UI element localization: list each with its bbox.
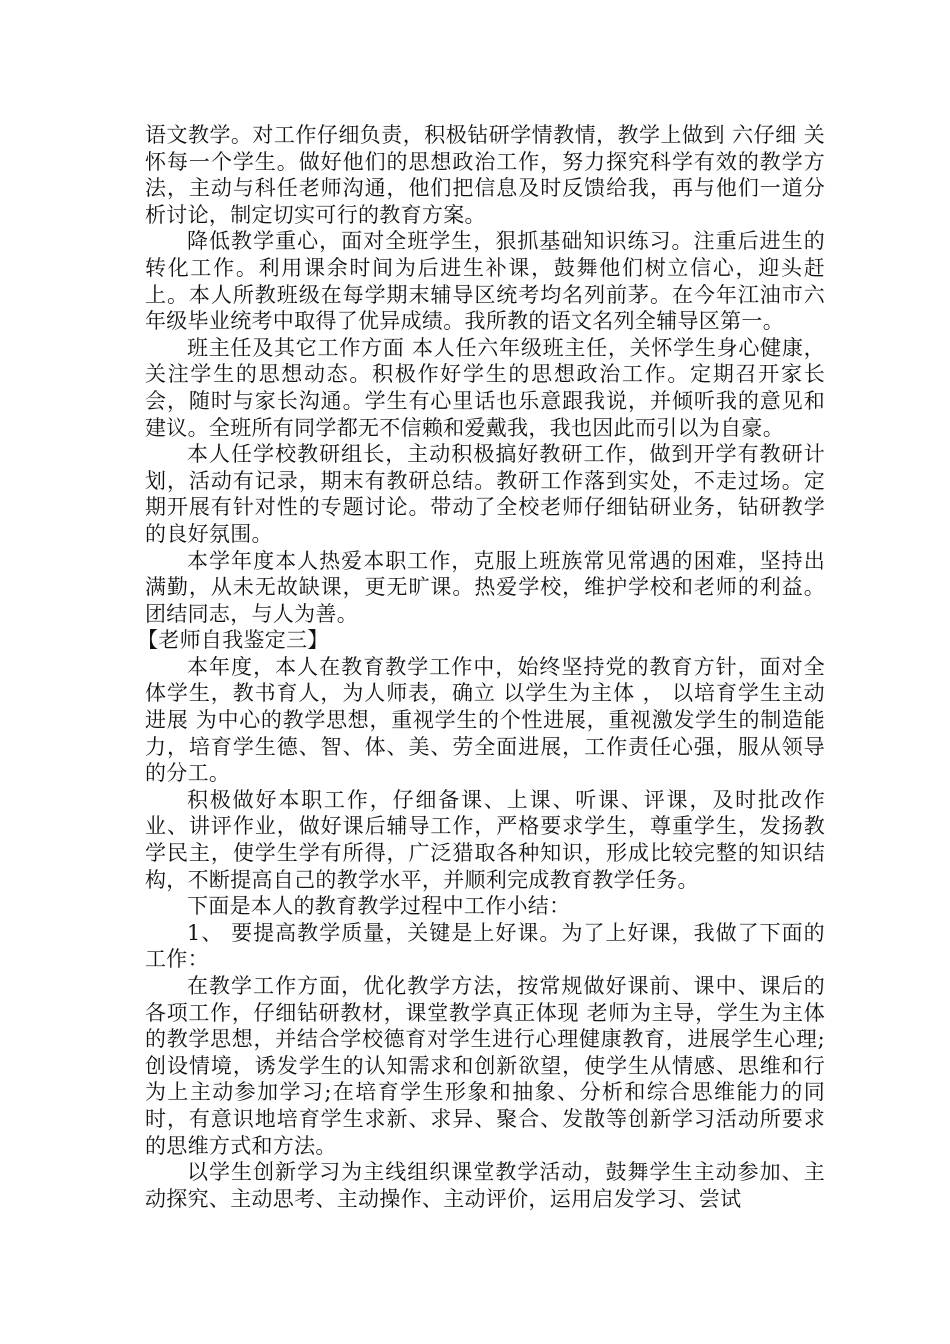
paragraph-2: 降低教学重心，面对全班学生，狠抓基础知识练习。注重后进生的转化工作。利用课余时间为后进生补课，鼓舞他们树立信心，迎头赶上。本人所教班级在每学期末辅导区统考均名列前茅。在今年江油市六年级毕业统考中取得了优异成绩。我所教的语文名列全辅导区第一。 (145, 229, 825, 334)
paragraph-5: 本学年度本人热爱本职工作，克服上班族常见常遇的困难，坚持出满勤，从未无故缺课，更无旷课。热爱学校，维护学校和老师的利益。团结同志，与人为善。 (145, 548, 825, 626)
paragraph-11: 在教学工作方面，优化教学方法，按常规做好课前、课中、课后的各项工作，仔细钻研教材，课堂教学真正体现 老师为主导，学生为主体 的教学思想，并结合学校德育对学生进行心理健康教育，进展学生心理;创设情境，诱发学生的认知需求和创新欲望，使学生从情感、思维和行为上主动参加学习;在培育学生形象和抽象、分析和综合思维能力的同时，有意识地培育学生求新、求异、聚合、发散等创新学习活动所要求的思维方式和方法。 (145, 974, 825, 1158)
paragraph-1: 语文教学。对工作仔细负责，积极钻研学情教情，教学上做到 六仔细 关怀每一个学生。做好他们的思想政治工作，努力探究科学有效的教学方法，主动与科任老师沟通，他们把信息及时反馈给我，再与他们一道分析讨论，制定切实可行的教育方案。 (145, 123, 825, 227)
paragraph-12: 以学生创新学习为主线组织课堂教学活动，鼓舞学生主动参加、主动探究、主动思考、主动操作、主动评价，运用启发学习、尝试 (145, 1160, 825, 1211)
paragraph-10: 1、 要提高教学质量，关键是上好课。为了上好课，我做了下面的工作： (145, 920, 825, 972)
section-heading: 【老师自我鉴定三】 (137, 628, 329, 653)
paragraph-3: 班主任及其它工作方面 本人任六年级班主任，关怀学生身心健康，关注学生的思想动态。积极作好学生的思想政治工作。定期召开家长会，随时与家长沟通。学生有心里话也乐意跟我说，并倾听我的意见和建议。全班所有同学都无不信赖和爱戴我，我也因此而引以为自豪。 (145, 335, 825, 440)
paragraph-8: 积极做好本职工作，仔细备课、上课、听课、评课，及时批改作业、讲评作业，做好课后辅导工作，严格要求学生，尊重学生，发扬教学民主，使学生学有所得，广泛猎取各种知识，形成比较完整的知识结构，不断提高自己的教学水平，并顺利完成教育教学任务。 (145, 787, 825, 892)
paragraph-4: 本人任学校教研组长，主动积极搞好教研工作，做到开学有教研计划，活动有记录，期末有教研总结。教研工作落到实处，不走过场。定期开展有针对性的专题讨论。带动了全校老师仔细钻研业务，钻研教学的良好氛围。 (145, 442, 825, 546)
paragraph-7: 本年度，本人在教育教学工作中，始终坚持党的教育方针，面对全体学生，教书育人，为人师表，确立 以学生为主体 ， 以培育学生主动进展 为中心的教学思想，重视学生的个性进展，重视激发学生的制造能力，培育学生德、智、体、美、劳全面进展，工作责任心强，服从领导的分工。 (145, 654, 825, 786)
document-body (137, 122, 825, 1212)
paragraph-9: 下面是本人的教育教学过程中工作小结： (187, 894, 571, 919)
